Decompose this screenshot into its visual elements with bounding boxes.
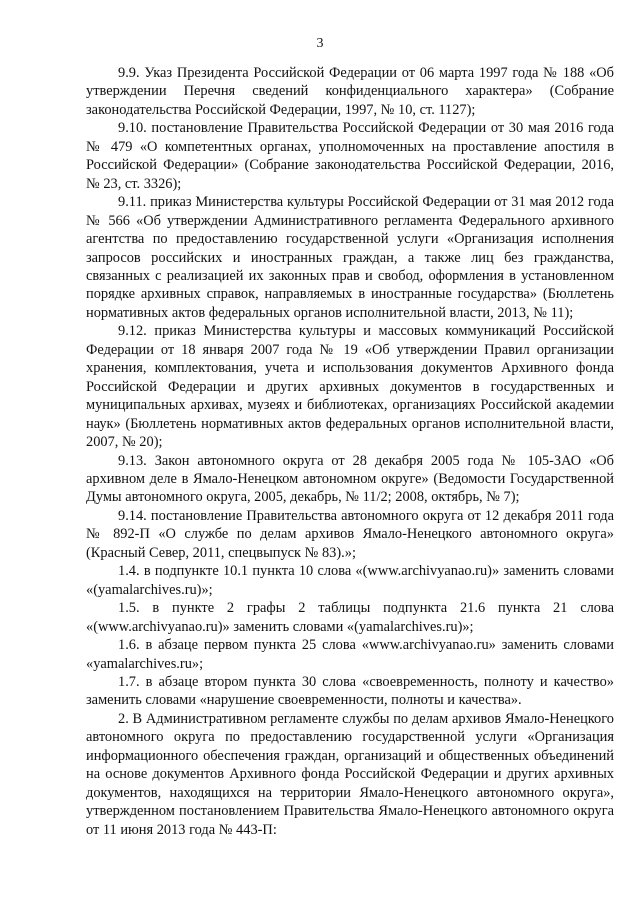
paragraph-9-13: 9.13. Закон автономного округа от 28 декабря 2005 года № 105-ЗАО «Об архивном деле в Ямало-Ненецком автономном округе» (Ведомости Государственной Думы автономного округа, 2005, декабрь, № 11/2; 2008, октябрь, № 7); (86, 452, 614, 506)
paragraph-9-11: 9.11. приказ Министерства культуры Российской Федерации от 31 мая 2012 года № 566 «Об утверждении Административного регламента Федерального архивного агентства по предоставлению государственной услуги «Организация исполнения запросов российских и иностранных граждан, а также лиц без гражданства, связанных с реализацией их законных прав и свобод, оформления в установленном порядке архивных справок, направляемых в иностранные государства» (Бюллетень нормативных актов федеральных органов исполнительной власти, 2013, № 11); (86, 194, 614, 321)
paragraph-9-14: 9.14. постановление Правительства автономного округа от 12 декабря 2011 года № 892-П «О службе по делам архивов Ямало-Ненецкого автономного округа» (Красный Север, 2011, спецвыпуск № 83).»; (86, 507, 614, 561)
paragraph-9-12: 9.12. приказ Министерства культуры и массовых коммуникаций Российской Федерации от 18 января 2007 года № 19 «Об утверждении Правил организации хранения, комплектования, учета и использования документов Архивного фонда Российской Федерации и других архивных документов в государственных и муниципальных архивах, музеях и библиотеках, организациях Российской академии наук» (Бюллетень нормативных актов федеральных органов исполнительной власти, 2007, № 20); (86, 323, 614, 451)
paragraph-1-4: 1.4. в подпункте 10.1 пункта 10 слова «(www.archivyanao.ru)» заменить словами «(yamalarchives.ru)»; (86, 563, 614, 598)
paragraph-1-5: 1.5. в пункте 2 графы 2 таблицы подпункта 21.6 пункта 21 слова «(www.archivyanao.ru)» заменить словами «(yamalarchives.ru)»; (86, 600, 614, 635)
document-body (86, 64, 614, 839)
paragraph-9-9: 9.9. Указ Президента Российской Федерации от 06 марта 1997 года № 188 «Об утверждении Перечня сведений конфиденциального характера» (Собрание законодательства Российской Федерации, 1997, № 10, ст. 1127); (86, 65, 614, 118)
paragraph-2: 2. В Административном регламенте службы по делам архивов Ямало-Ненецкого автономного округа по предоставлению государственной услуги «Организация информационного обеспечения граждан, организаций и общественных объединений на основе документов Архивного фонда Российской Федерации и других архивных документов, находящихся на территории Ямало-Ненецкого автономного округа», утвержденном постановлением Правительства Ямало-Ненецкого автономного округа от 11 июня 2013 года № 443-П: (86, 710, 614, 838)
paragraph-9-10: 9.10. постановление Правительства Российской Федерации от 30 мая 2016 года № 479 «О компетентных органах, уполномоченных на проставление апостиля в Российской Федерации» (Собрание законодательства Российской Федерации, 2016, № 23, ст. 3326); (86, 120, 614, 192)
page-number: 3 (316, 36, 324, 51)
paragraph-1-6: 1.6. в абзаце первом пункта 25 слова «www.archivyanao.ru» заменить словами «yamalarchives.ru»; (86, 637, 614, 672)
paragraph-1-7: 1.7. в абзаце втором пункта 30 слова «своевременность, полноту и качество» заменить словами «нарушение своевременности, полноты и качества». (86, 673, 614, 709)
